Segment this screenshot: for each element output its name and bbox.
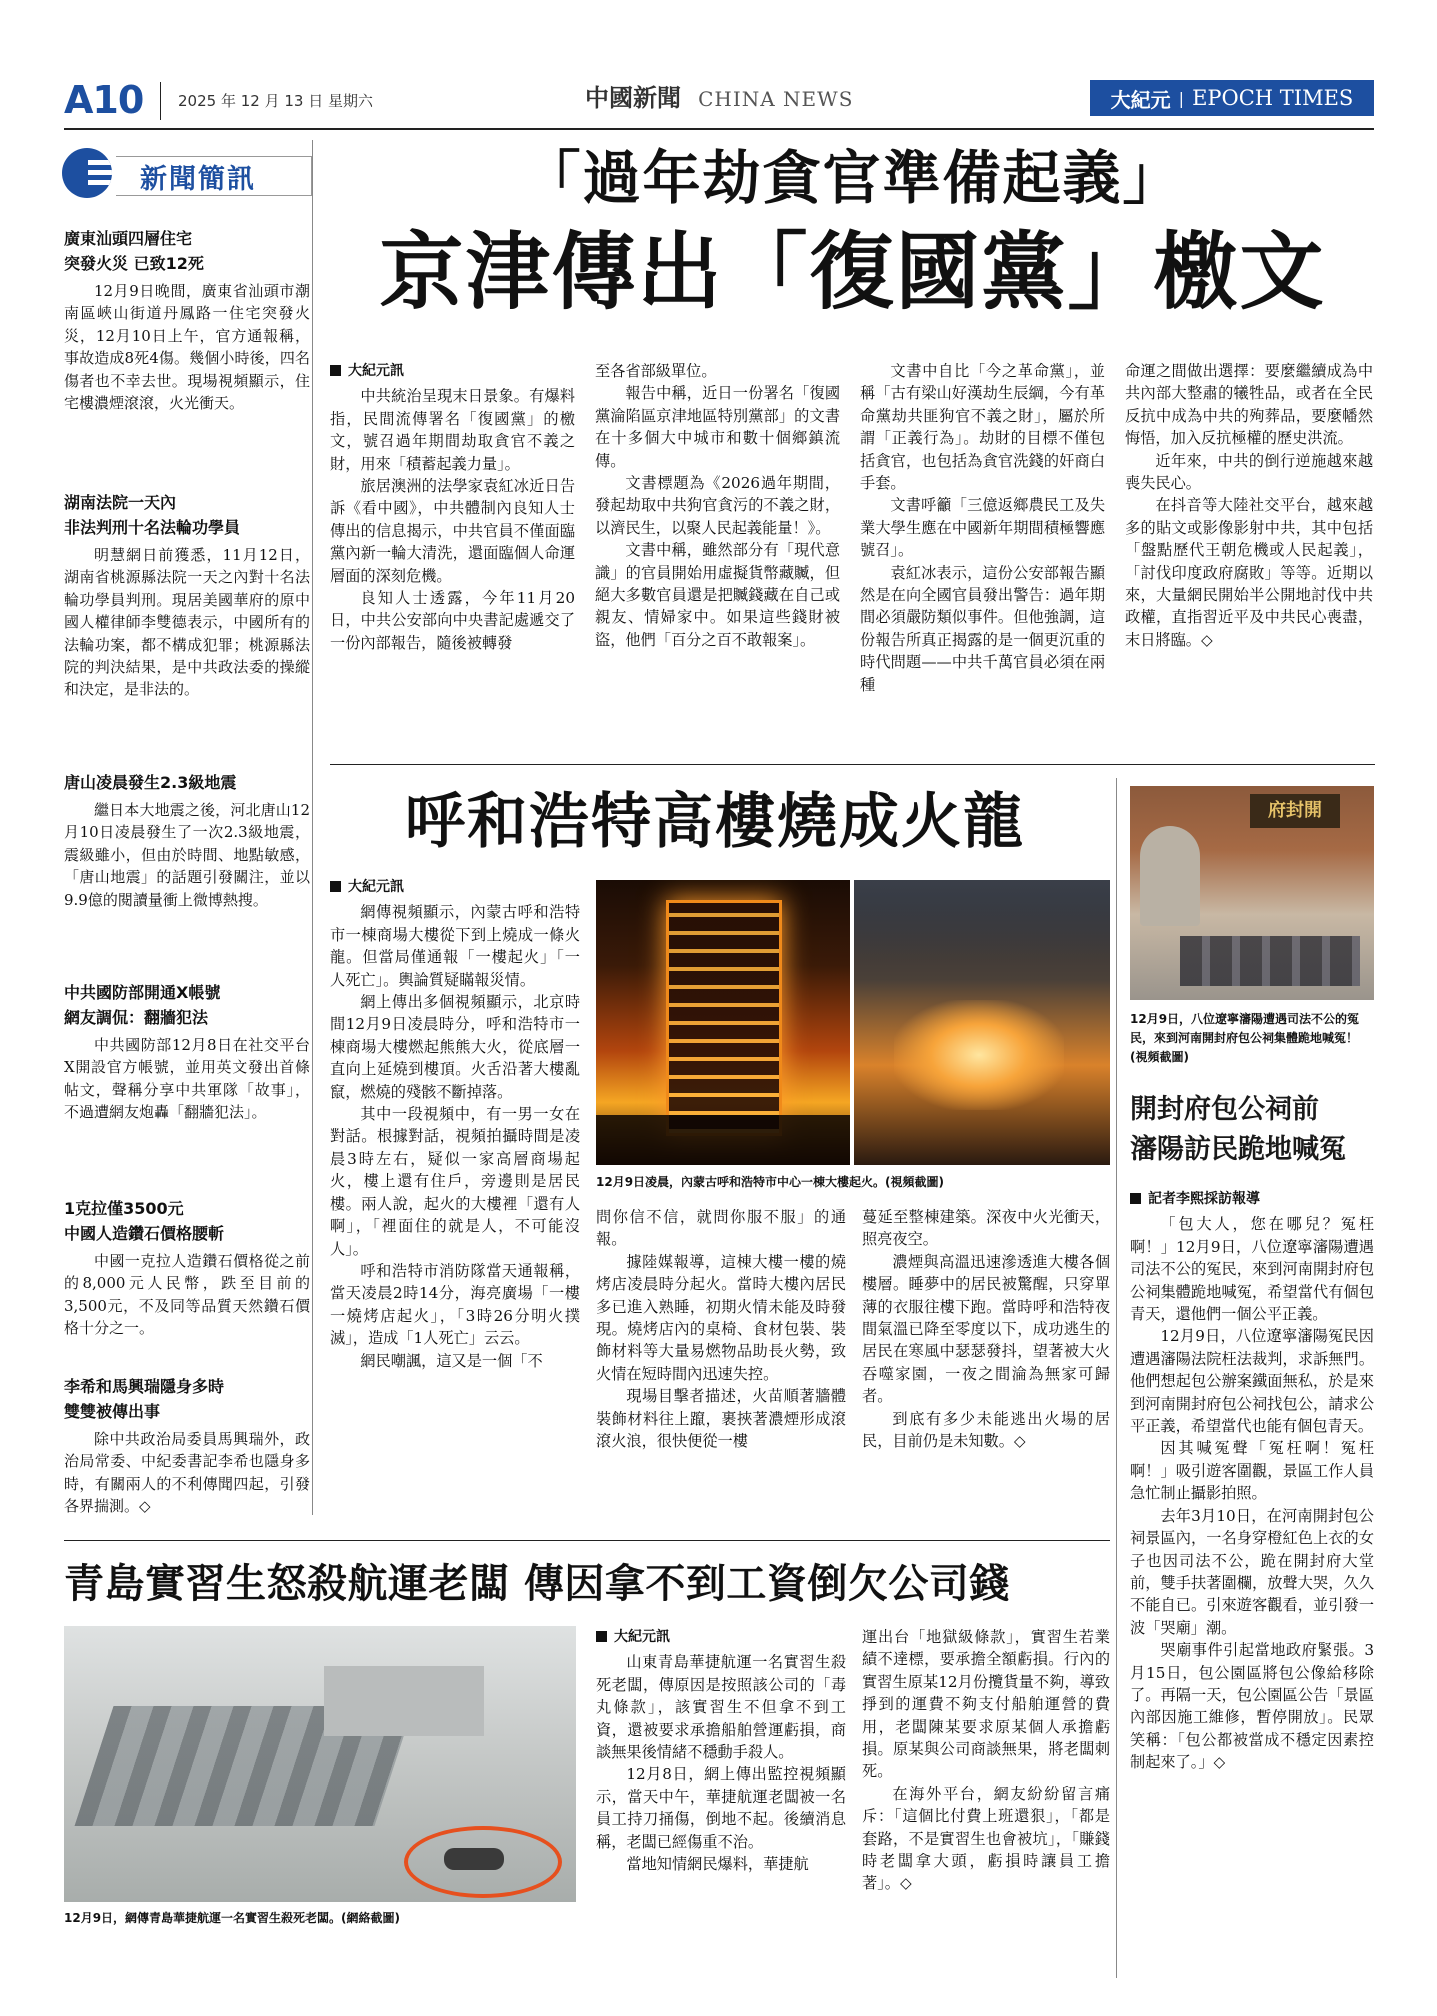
story3-col-2: 運出台「地獄級條款」，實習生若業績不達標，要承擔全額虧損。行內的實習生原某12月份攬貨量不夠，導致掙到的運費不夠支付船舶運營的費用，老闆陳某要求原某個人承擔虧損。原某與公司商談無果，將老闆刺死。 在海外平台，網友紛紛留言痛斥：「這個比付費上班還狠」，「都是套路，不是實習生也會被坑」，「賺錢時老闆拿大頭，虧損時讓員工擔著」。◇ [862, 1628, 1110, 1893]
publication-logo: 大紀元 | EPOCH TIMES [1090, 80, 1374, 116]
brief-item [64, 226, 310, 490]
byline: 記者李熙採訪報導 [1130, 1188, 1374, 1210]
brief-body: 繼日本大地震之後，河北唐山12月10日凌晨發生了一次2.3級地震，震級雖小，但由於時間、地點敏感，「唐山地震」的話題引發關注，並以9.9億的閱讀量衝上微博熱搜。 [64, 801, 310, 909]
brief-body: 除中共政治局委員馬興瑞外，政治局常委、中紀委書記李希也隱身多時，有關兩人的不利傳聞四起，引發各界揣測。◇ [64, 1430, 310, 1516]
story2-col-3: 蔓延至整棟建築。深夜中火光衝天，照亮夜空。 濃煙與高溫迅速滲透進大樓各個樓層。睡夢中的居民被驚醒，只穿單薄的衣服往樓下跑。當時呼和浩特夜間氣溫已降至零度以下，成功逃生的居民在寒風中瑟瑟發抖，望著被大火吞噬家園，一夜之間淪為無家可歸者。 到底有多少未能逃出火場的居民，目前仍是未知數。◇ [862, 1208, 1110, 1451]
story3-headline: 青島實習生怒殺航運老闆 傳因拿不到工資倒欠公司錢 [64, 1561, 1010, 1607]
briefs-heading [62, 144, 310, 204]
story4-body: 記者李熙採訪報導 「包大人，您在哪兒？冤枉啊！」12月9日，八位遼寧瀋陽遭遇司法不公的冤民，來到河南開封府包公祠集體跪地喊冤，希望當代有個包青天，還他們一個公平正義。 12月9日，八位遼寧瀋陽冤民因遭遇瀋陽法院枉法裁判，求訴無門。他們想起包公辦案鐵面無私，於是來到河南開封府包公祠找包公，請求公平正義，希望當代也能有個包青天。 因其喊冤聲「冤枉啊！冤枉啊！」吸引遊客圍觀，景區工作人員急忙制止攝影拍照。 去年3月10日，在河南開封包公祠景區內，一名身穿橙紅色上衣的女子也因司法不公，跪在開封府大堂前，雙手扶著圍欄，放聲大哭，久久不能自已。引來遊客觀看，並引發一波「哭廟」潮。 哭廟事件引起當地政府緊張。3月15日，包公園區將包公像給移除了。再隔一天，包公園區公告「景區內部因施工維修，暫停開放」。民眾笑稱：「包公都被當成不穩定因素控制起來了。」◇ [1130, 1188, 1374, 1978]
office-cctv-photo [64, 1626, 576, 1902]
byline: 大紀元訊 [330, 876, 580, 898]
section-title-cn: 中國新聞 [585, 84, 681, 112]
story1-col-2: 至各省部級單位。 報告中稱，近日一份署名「復國黨淪陷區京津地區特別黨部」的文書在十多個大中城市和數十個鄉鎮流傳。 文書標題為《2026過年期間，發起劫取中共狗官貪污的不義之財，以濟民生，以聚人民起義能量！》。 文書中稱，雖然部分有「現代意識」的官員開始用虛擬貨幣藏贓，但絕大多數官員還是把贓錢藏在自己或親友、情婦家中。如果這些錢財被盜，他們「百分之百不敢報案」。 [595, 362, 840, 649]
brief-title: 湖南法院一天內 非法判刑十名法輪功學員 [64, 493, 241, 537]
brief-title: 李希和馬興瑞隱身多時 雙雙被傳出事 [64, 1377, 225, 1421]
brief-item [64, 1196, 310, 1374]
kaifeng-gate-sign: 府封開 [1250, 794, 1340, 828]
brief-body: 明慧網日前獲悉，11月12日，湖南省桃源縣法院一天之內對十名法輪功學員判刑。現居美國華府的原中國人權律師李雙德表示，中國所有的法輪功案，都不構成犯罪；桃源縣法院的判決結果，是中共政法委的操縱和決定，是非法的。 [64, 546, 310, 699]
story3-caption: 12月9日，網傳青島華捷航運一名實習生殺死老闆。(網絡截圖) [64, 1911, 401, 1925]
page-number: A10 [64, 78, 144, 122]
fire-photo-left [596, 880, 850, 1165]
brief-title: 廣東汕頭四層住宅 突發火災 已致12死 [64, 229, 204, 273]
briefs-list [64, 226, 310, 1534]
story4-caption: 12月9日，八位遼寧瀋陽遭遇司法不公的冤民，來到河南開封府包公祠集體跪地喊冤！(視頻截圖) [1130, 1012, 1360, 1064]
story2-col-1: 大紀元訊 網傳視頻顯示，內蒙古呼和浩特市一棟商場大樓從下到上燒成一條火龍。但當局僅通報「一樓起火」「一人死亡」。輿論質疑瞞報災情。 網上傳出多個視頻顯示，北京時間12月9日凌晨時分，呼和浩特市一棟商場大樓燃起熊熊大火，從底層一直向上延燒到樓頂。火舌沿著大樓亂竄，燃燒的殘骸不斷掉落。 其中一段視頻中，有一男一女在對話。根據對話，視頻拍攝時間是凌晨3時左右，疑似一家高層商場起火，樓上還有住戶，旁邊則是居民樓。兩人說，起火的大樓裡「還有人啊」，「裡面住的就是人，不可能沒人」。 呼和浩特市消防隊當天通報稱，當天凌晨2時14分，海亮廣場「一樓一燒烤店起火」，「3時26分明火撲滅」，造成「1人死亡」云云。 網民嘲諷，這又是一個「不 [330, 876, 580, 1536]
byline: 大紀元訊 [596, 1626, 846, 1648]
kaifeng-photo [1130, 786, 1374, 1000]
section-title-en: CHINA NEWS [698, 87, 854, 111]
briefs-heading-icon [62, 148, 112, 198]
story4-headline: 開封府包公祠前 瀋陽訪民跪地喊冤 [1130, 1094, 1346, 1165]
brief-body: 中國一克拉人造鑽石價格從之前的8,000元人民幣，跌至目前的3,500元，不及同等品質天然鑽石價格十分之一。 [64, 1252, 310, 1338]
brief-title: 中共國防部開通X帳號 網友調侃：翻牆犯法 [64, 983, 221, 1027]
story1-col-3: 文書中自比「今之革命黨」，並稱「古有梁山好漢劫生辰綱，今有革命黨劫共匪狗官不義之財」，屬於所謂「正義行為」。劫財的目標不僅包括貪官，也包括為貪官洗錢的奸商白手套。 文書呼籲「三億返鄉農民工及失業大學生應在中國新年期間積極響應號召」。 袁紅冰表示，這份公安部報告顯然是在向全國官員發出警告：過年期間必須嚴防類似事件。但他強調，這份報告所真正揭露的是一個更沉重的時代問題——中共千萬官員必須在兩種 [860, 362, 1105, 694]
brief-item [64, 490, 310, 770]
brief-item [64, 1374, 310, 1534]
logo-en: EPOCH TIMES [1192, 86, 1354, 110]
brief-title: 1克拉僅3500元 中國人造鑽石價格腰斬 [64, 1199, 225, 1243]
story1-headline-main: 京津傳出「復國黨」檄文 [379, 223, 1326, 321]
story2-col-2: 問你信不信，就問你服不服」的通報。 據陸媒報導，這棟大樓一樓的燒烤店凌晨時分起火。當時大樓內居民多已進入熟睡，初期火情未能及時發現。燒烤店內的桌椅、食材包裝、裝飾材料等大量易燃物品助長火勢，致火情在短時間內迅速失控。 現場目擊者描述，火苗順著牆體裝飾材料往上躥，裹挾著濃煙形成滾滾火浪，很快便從一樓 [596, 1208, 846, 1451]
brief-body: 中共國防部12月8日在社交平台X開設官方帳號，並用英文發出首條帖文，聲稱分享中共軍隊「故事」，不過遭網友炮轟「翻牆犯法」。 [64, 1036, 310, 1122]
logo-cn: 大紀元 [1110, 87, 1171, 112]
fire-photo-right [854, 880, 1110, 1165]
story2-caption: 12月9日凌晨，內蒙古呼和浩特市中心一棟大樓起火。(視頻截圖) [596, 1175, 945, 1189]
brief-item [64, 980, 310, 1196]
story1-col-1: 大紀元訊 中共統治呈現末日景象。有爆料指，民間流傳署名「復國黨」的檄文，號召過年期間劫取貪官不義之財，用來「積蓄起義力量」。 旅居澳洲的法學家袁紅冰近日告訴《看中國》，中共體制內良知人士傳出的信息揭示，中共官員不僅面臨黨內新一輪大清洗，還面臨個人命運層面的深刻危機。 良知人士透露，今年11月20日，中共公安部向中央書記處遞交了一份內部報告，隨後被轉發 [330, 360, 575, 760]
story3-col-1: 大紀元訊 山東青島華捷航運一名實習生殺死老闆，傳原因是按照該公司的「毒丸條款」，該實習生不但拿不到工資，還被要求承擔船舶營運虧損，商談無果後情緒不穩動手殺人。 12月8日，網上傳出監控視頻顯示，當天中午，華捷航運老闆被一名員工持刀捅傷，倒地不起。後續消息稱，老闆已經傷重不治。 當地知情網民爆料，華捷航 [596, 1626, 846, 1966]
story1-headline-top: 「過年劫貪官準備起義」 [522, 144, 1183, 212]
section-title [585, 78, 853, 113]
briefs-heading-text: 新聞簡訊 [140, 164, 256, 195]
story2-headline: 呼和浩特高樓燒成火龍 [405, 787, 1025, 857]
brief-item [64, 770, 310, 980]
byline: 大紀元訊 [330, 360, 575, 382]
story1-col-4: 命運之間做出選擇：要麼繼續成為中共內部大整肅的犧牲品，或者在全民反抗中成為中共的殉葬品，要麼幡然悔悟，加入反抗極權的歷史洪流。 近年來，中共的倒行逆施越來越喪失民心。 在抖音等大陸社交平台，越來越多的貼文或影像影射中共，其中包括「盤點歷代王朝危機或人民起義」，「討伐印度政府腐敗」等等。近期以來，大量網民開始半公開地討伐中共政權，直指習近平及中共民心喪盡，末日將臨。◇ [1125, 362, 1373, 649]
issue-date: 2025 年 12 月 13 日 星期六 [178, 92, 373, 110]
brief-body: 12月9日晚間，廣東省汕頭市潮南區峽山街道丹鳳路一住宅突發火災，12月10日上午，官方通報稱，事故造成8死4傷。幾個小時後，四名傷者也不幸去世。現場視頻顯示，住宅樓濃煙滾滾，火光衝天。 [64, 282, 310, 413]
brief-title: 唐山凌晨發生2.3級地震 [64, 773, 237, 792]
